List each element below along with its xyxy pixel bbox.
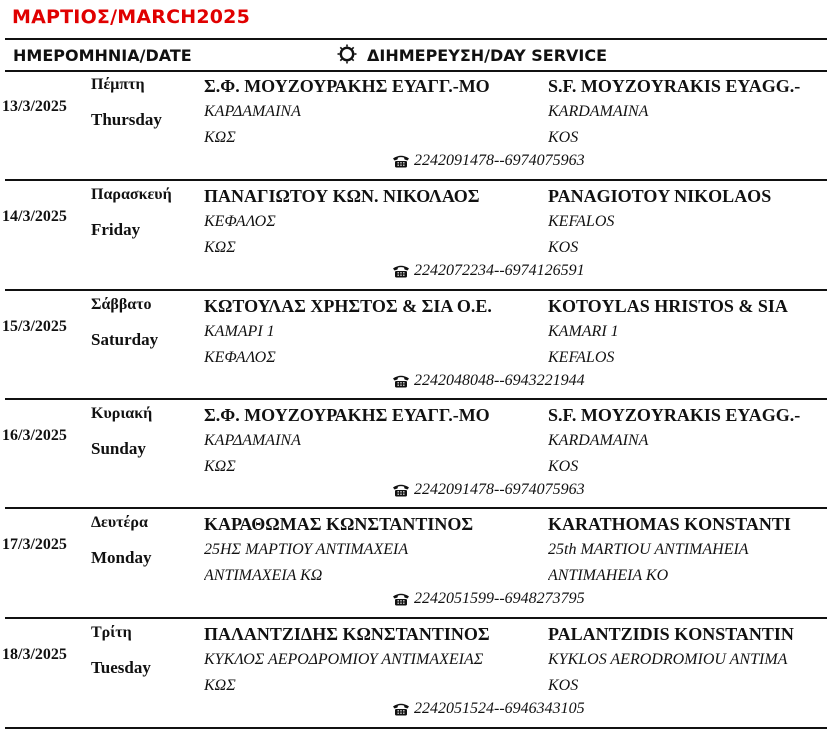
entry-day-greek: Πέμπτη <box>91 76 145 93</box>
row-divider <box>5 727 827 729</box>
address-line2-english: KEFALOS <box>548 349 615 366</box>
pharmacy-name-greek: Σ.Φ. ΜΟΥΖΟΥΡΑΚΗΣ ΕΥΑΓΓ.-ΜΟ <box>204 76 490 96</box>
phone-line <box>392 590 585 608</box>
entry-date: 17/3/2025 <box>2 536 67 553</box>
address-line1-english: KYKLOS AERODROMIOU ANTIMA <box>548 651 788 668</box>
telephone-icon <box>392 702 410 716</box>
entry-day-english: Tuesday <box>91 658 151 677</box>
address-line2-greek: ΚΩΣ <box>204 239 236 256</box>
row-divider <box>5 179 827 181</box>
address-line2-english: KOS <box>548 239 579 256</box>
entry-date: 13/3/2025 <box>2 98 67 115</box>
service-column-header: ΔΙΗΜΕΡΕΥΣΗ/DAY SERVICE <box>367 46 608 65</box>
address-line1-greek: ΚΥΚΛΟΣ ΑΕΡΟΔΡΟΜΙΟΥ ΑΝΤΙΜΑΧΕΙΑΣ <box>204 651 484 668</box>
sun-icon <box>337 44 357 64</box>
address-line2-greek: ΚΩΣ <box>204 129 236 146</box>
row-divider <box>5 289 827 291</box>
entry-day-english: Thursday <box>91 110 162 129</box>
phone-numbers: 2242072234--6974126591 <box>414 262 585 279</box>
address-line2-english: KOS <box>548 458 579 475</box>
phone-line <box>392 700 585 718</box>
phone-numbers: 2242048048--6943221944 <box>414 372 585 389</box>
pharmacy-name-english: S.F. MOYZOYRAKIS EYAGG.- <box>548 405 801 425</box>
entry-day-english: Sunday <box>91 439 146 458</box>
address-line2-greek: ΚΕΦΑΛΟΣ <box>204 349 276 366</box>
address-line1-english: KEFALOS <box>548 213 615 230</box>
phone-numbers: 2242091478--6974075963 <box>414 481 585 498</box>
pharmacy-name-greek: ΚΑΡΑΘΩΜΑΣ ΚΩΝΣΤΑΝΤΙΝΟΣ <box>204 514 474 534</box>
row-divider <box>5 507 827 509</box>
telephone-icon <box>392 483 410 497</box>
phone-line <box>392 481 585 499</box>
entry-day-english: Monday <box>91 548 152 567</box>
entry-day-greek: Παρασκευή <box>91 186 172 203</box>
address-line1-greek: ΚΑΜΑΡΙ 1 <box>204 323 275 340</box>
telephone-icon <box>392 264 410 278</box>
phone-line <box>392 372 585 390</box>
entry-date: 14/3/2025 <box>2 208 67 225</box>
phone-numbers: 2242091478--6974075963 <box>414 152 585 169</box>
entry-day-greek: Δευτέρα <box>91 514 148 531</box>
entry-day-greek: Κυριακή <box>91 405 153 422</box>
pharmacy-entry <box>0 510 833 618</box>
pharmacy-name-english: PALANTZIDIS KONSTANTIN <box>548 624 794 644</box>
page-title: ΜΑΡΤΙΟΣ/MARCH2025 <box>12 6 251 28</box>
date-column-header: ΗΜΕΡΟΜΗΝΙΑ/DATE <box>13 46 192 65</box>
table-header <box>5 38 827 72</box>
entry-day-english: Friday <box>91 220 141 239</box>
row-divider <box>5 617 827 619</box>
pharmacy-name-english: S.F. MOYZOYRAKIS EYAGG.- <box>548 76 801 96</box>
address-line2-english: KOS <box>548 129 579 146</box>
entry-day-english: Saturday <box>91 330 159 349</box>
telephone-icon <box>392 154 410 168</box>
pharmacy-name-english: PANAGIOTOY NIKOLAOS <box>548 186 772 206</box>
pharmacy-entry <box>0 401 833 509</box>
pharmacy-entry <box>0 292 833 400</box>
address-line1-greek: 25ΗΣ ΜΑΡΤΙΟΥ ΑΝΤΙΜΑΧΕΙΑ <box>204 541 409 558</box>
telephone-icon <box>392 592 410 606</box>
address-line1-greek: ΚΑΡΔΑΜΑΙΝΑ <box>204 103 301 120</box>
address-line1-english: 25th MARTIOU ANTIMAHEIA <box>548 541 749 558</box>
phone-line <box>392 262 585 280</box>
address-line2-greek: ΚΩΣ <box>204 458 236 475</box>
pharmacy-entry <box>0 72 833 180</box>
row-divider <box>5 398 827 400</box>
pharmacy-name-english: KOTOYLAS HRISTOS & SIA <box>548 296 788 316</box>
address-line2-english: KOS <box>548 677 579 694</box>
pharmacy-name-greek: ΠΑΛΑΝΤΖΙΔΗΣ ΚΩΝΣΤΑΝΤΙΝΟΣ <box>204 624 490 644</box>
address-line1-english: KARDAMAINA <box>548 432 649 449</box>
entry-date: 15/3/2025 <box>2 318 67 335</box>
phone-numbers: 2242051524--6946343105 <box>414 700 585 717</box>
entry-day-greek: Σάββατο <box>91 296 152 313</box>
address-line1-english: KAMARI 1 <box>548 323 619 340</box>
phone-line <box>392 152 585 170</box>
pharmacy-entry <box>0 182 833 290</box>
pharmacy-entry <box>0 620 833 728</box>
address-line2-greek: ΑΝΤΙΜΑΧΕΙΑ ΚΩ <box>204 567 323 584</box>
address-line2-english: ANTIMAHEIA KO <box>548 567 669 584</box>
entry-date: 16/3/2025 <box>2 427 67 444</box>
pharmacy-name-greek: ΠΑΝΑΓΙΩΤΟΥ ΚΩΝ. ΝΙΚΟΛΑΟΣ <box>204 186 480 206</box>
entry-date: 18/3/2025 <box>2 646 67 663</box>
address-line1-greek: ΚΑΡΔΑΜΑΙΝΑ <box>204 432 301 449</box>
address-line1-english: KARDAMAINA <box>548 103 649 120</box>
phone-numbers: 2242051599--6948273795 <box>414 590 585 607</box>
pharmacy-name-greek: Σ.Φ. ΜΟΥΖΟΥΡΑΚΗΣ ΕΥΑΓΓ.-ΜΟ <box>204 405 490 425</box>
telephone-icon <box>392 374 410 388</box>
pharmacy-name-english: KARATHOMAS KONSTANTI <box>548 514 791 534</box>
entry-day-greek: Τρίτη <box>91 624 132 641</box>
address-line1-greek: ΚΕΦΑΛΟΣ <box>204 213 276 230</box>
pharmacy-name-greek: ΚΩΤΟΥΛΑΣ ΧΡΗΣΤΟΣ & ΣΙΑ Ο.Ε. <box>204 296 492 316</box>
address-line2-greek: ΚΩΣ <box>204 677 236 694</box>
